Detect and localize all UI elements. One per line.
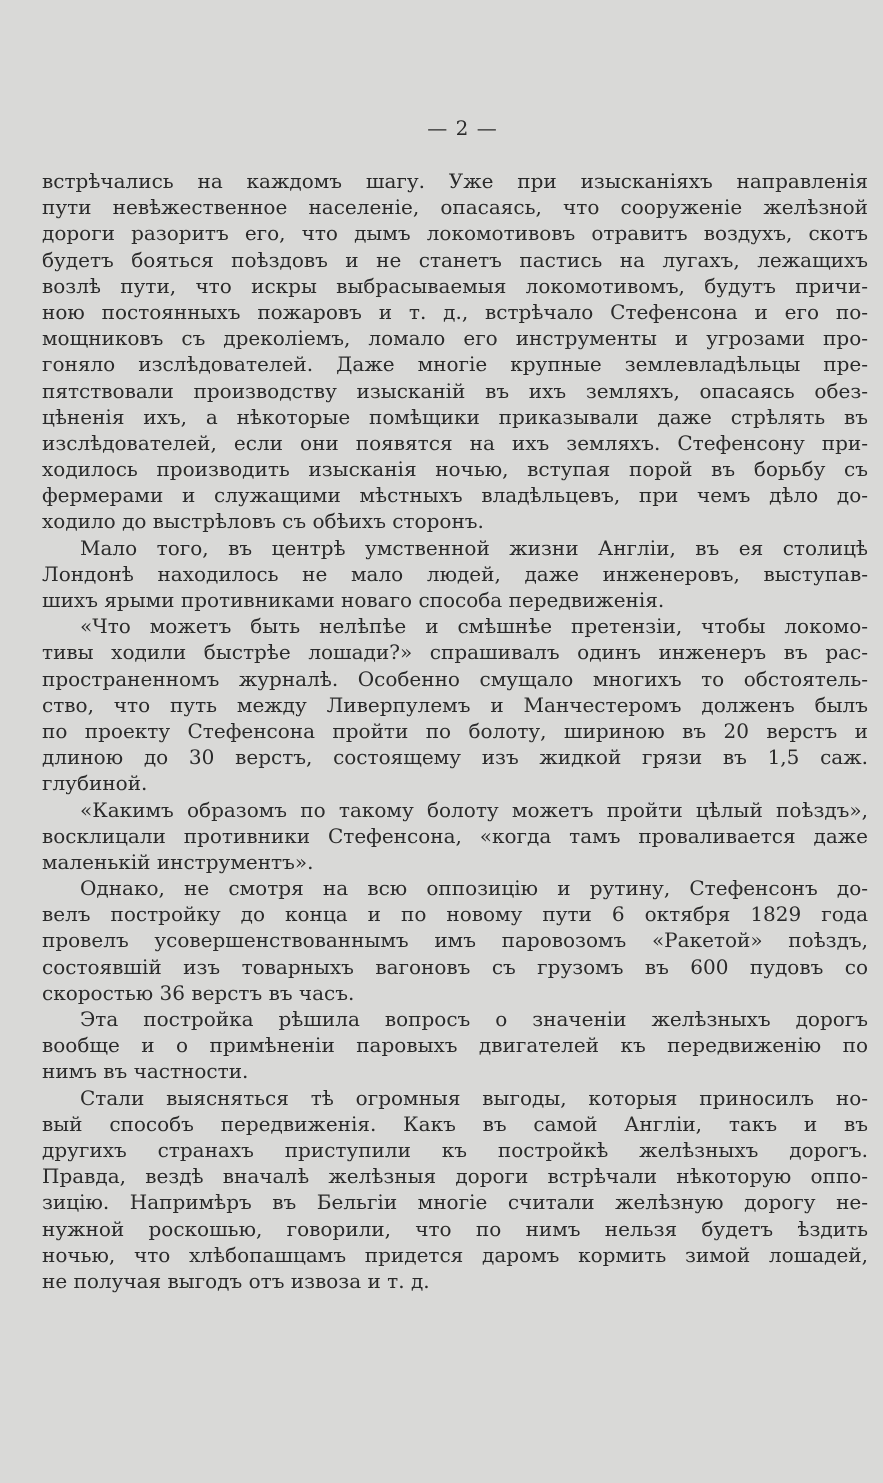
body-text <box>42 168 868 1294</box>
text-line: гоняло изслѣдователей. Даже многіе крупные землевладѣльцы пре- <box>42 352 868 377</box>
text-line: Мало того, въ центрѣ умственной жизни Англіи, въ ея столицѣ <box>80 535 868 560</box>
text-line: нимъ въ частности. <box>42 1059 249 1084</box>
text-line: нужной роскошью, говорили, что по нимъ нельзя будетъ ѣздить <box>42 1216 868 1241</box>
text-line: возлѣ пути, что искры выбрасываемыя локомотивомъ, будутъ причи- <box>42 273 868 298</box>
text-line: Лондонѣ находилось не мало людей, даже инженеровъ, выступав- <box>42 561 868 586</box>
text-line: «Какимъ образомъ по такому болоту можетъ пройти цѣлый поѣздъ», <box>80 797 868 822</box>
text-line: скоростью 36 верстъ въ часъ. <box>42 980 355 1005</box>
text-line: зицію. Напримѣръ въ Бельгіи многіе считали желѣзную дорогу не- <box>42 1190 868 1215</box>
text-line: ходилось производить изысканія ночью, вступая порой въ борьбу съ <box>42 457 868 482</box>
text-line: велъ постройку до конца и по новому пути 6 октября 1829 года <box>42 902 868 927</box>
text-line: шихъ ярыми противниками новаго способа передвиженія. <box>42 588 665 612</box>
text-line: восклицали противники Стефенсона, «когда тамъ проваливается даже <box>42 823 868 848</box>
text-line: не получая выгодъ отъ извоза и т. д. <box>42 1268 430 1293</box>
text-line: будетъ бояться поѣздовъ и не станетъ пастись на лугахъ, лежащихъ <box>42 247 868 272</box>
text-line: тивы ходили быстрѣе лошади?» спрашивалъ одинъ инженеръ въ рас- <box>42 640 868 665</box>
text-line: Правда, вездѣ вначалѣ желѣзныя дороги встрѣчали нѣкоторую оппо- <box>42 1164 868 1189</box>
text-line: состоявшій изъ товарныхъ вагоновъ съ грузомъ въ 600 пудовъ со <box>42 954 868 979</box>
text-line: дороги разоритъ его, что дымъ локомотивовъ отравитъ воздухъ, скотъ <box>42 221 868 246</box>
text-line: провелъ усовершенствованнымъ имъ паровозомъ «Ракетой» поѣздъ, <box>42 928 868 953</box>
text-line: ною постоянныхъ пожаровъ и т. д., встрѣчало Стефенсона и его по- <box>42 299 868 324</box>
text-line: другихъ странахъ приступили къ постройкѣ желѣзныхъ дорогъ. <box>42 1137 868 1162</box>
text-line: пути невѣжественное населеніе, опасаясь, что сооруженіе желѣзной <box>42 195 868 220</box>
text-line: фермерами и служащими мѣстныхъ владѣльцевъ, при чемъ дѣло до- <box>42 483 868 508</box>
text-line: ходило до выстрѣловъ съ обѣихъ сторонъ. <box>42 509 484 534</box>
text-line: глубиной. <box>42 771 148 796</box>
text-line: длиною до 30 верстъ, состоящему изъ жидкой грязи въ 1,5 саж. <box>42 745 868 770</box>
text-line: Однако, не смотря на всю оппозицію и рутину, Стефенсонъ до- <box>80 876 868 901</box>
text-line: ночью, что хлѣбопашцамъ придется даромъ кормить зимой лошадей, <box>42 1242 868 1267</box>
text-line: вообще и о примѣненіи паровыхъ двигателей къ передвиженію по <box>42 1033 868 1058</box>
text-line: Стали выясняться тѣ огромныя выгоды, которыя приносилъ но- <box>80 1085 868 1110</box>
text-line: изслѣдователей, если они появятся на ихъ земляхъ. Стефенсону при- <box>42 430 868 455</box>
text-line: Эта постройка рѣшила вопросъ о значеніи желѣзныхъ дорогъ <box>80 1007 868 1031</box>
text-line: пятствовали производству изысканій въ ихъ земляхъ, опасаясь обез- <box>42 378 868 403</box>
text-line: цѣненія ихъ, а нѣкоторые помѣщики приказывали даже стрѣлять въ <box>42 404 868 429</box>
page-number: — 2 — <box>427 116 498 140</box>
text-line: ство, что путь между Ливерпулемъ и Манчестеромъ долженъ былъ <box>42 692 868 717</box>
text-line: маленькій инструментъ». <box>42 849 314 874</box>
text-line: вый способъ передвиженія. Какъ въ самой Англіи, такъ и въ <box>42 1111 868 1136</box>
text-line: по проекту Стефенсона пройти по болоту, шириною въ 20 верстъ и <box>42 718 868 743</box>
text-line: встрѣчались на каждомъ шагу. Уже при изысканіяхъ направленія <box>42 169 868 193</box>
text-line: мощниковъ съ дреколіемъ, ломало его инструменты и угрозами про- <box>42 326 868 351</box>
text-line: «Что можетъ быть нелѣпѣе и смѣшнѣе претензіи, чтобы локомо- <box>80 614 868 639</box>
text-line: пространенномъ журналѣ. Особенно смущало многихъ то обстоятель- <box>42 666 868 691</box>
